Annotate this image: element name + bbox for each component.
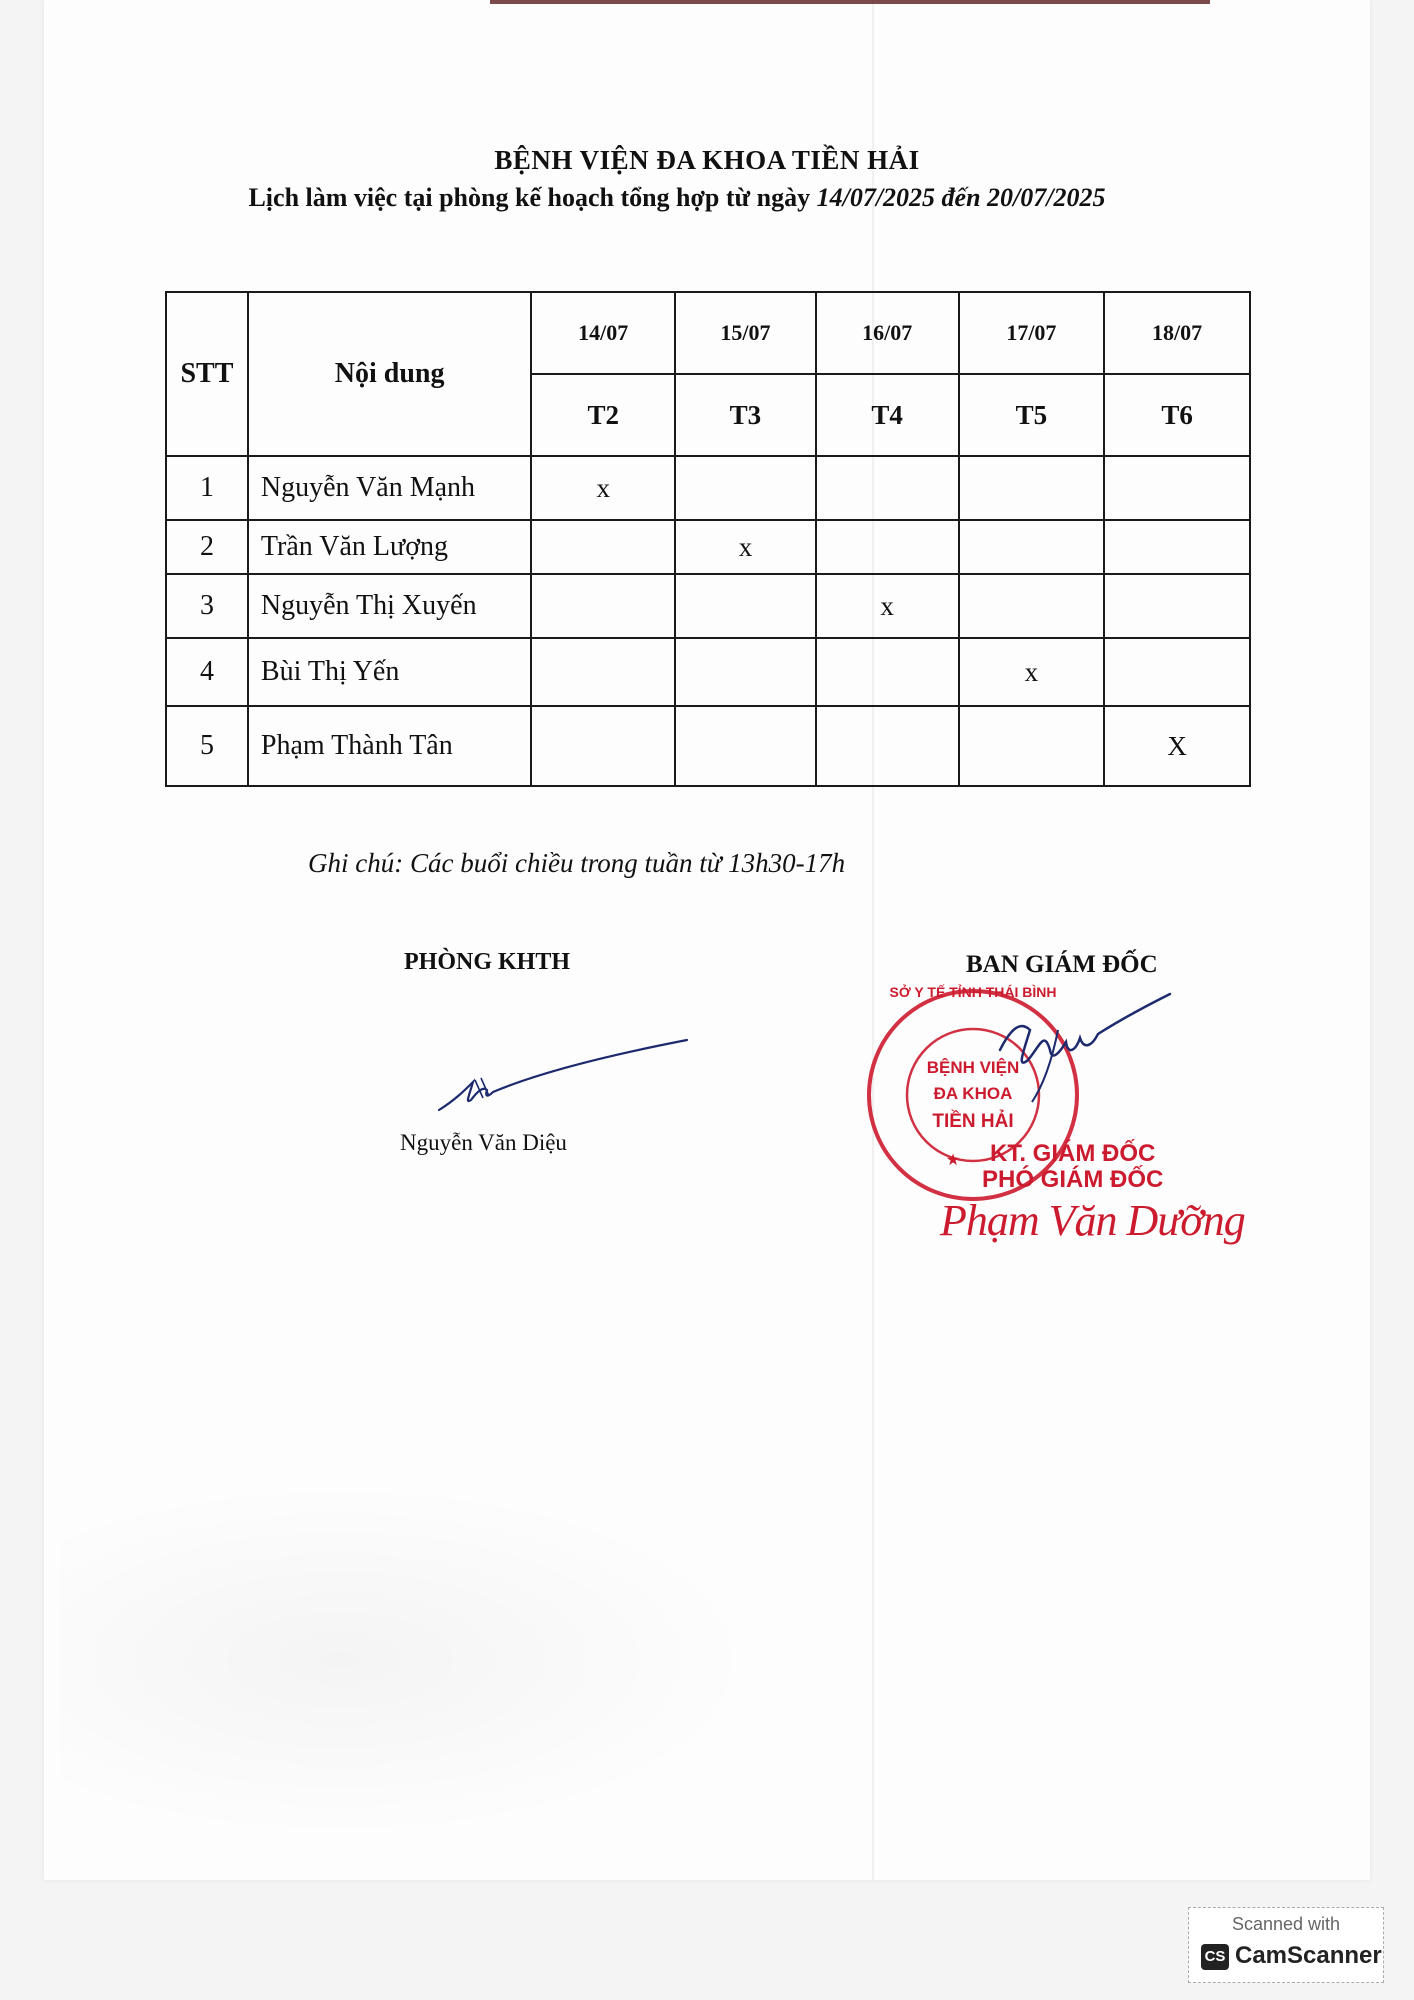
day-header: T2 [531,374,675,456]
row-name: Trần Văn Lượng [248,520,531,574]
day-header: T4 [816,374,959,456]
date-header: 16/07 [816,292,959,374]
row-mark [816,638,959,706]
date-header: 14/07 [531,292,675,374]
stt-header: STT [166,292,248,456]
row-stt: 3 [166,574,248,638]
row-mark [531,706,675,786]
stamp-ring-text: SỞ Y TẾ TỈNH THÁI BÌNH [889,984,1057,1000]
row-mark [531,520,675,574]
row-mark: x [531,456,675,520]
left-signer-name: Nguyễn Văn Diệu [400,1130,567,1155]
scan-shadow [60,1480,760,1840]
right-signer-title: BAN GIÁM ĐỐC [966,951,1158,978]
schedule-note: Ghi chú: Các buổi chiều trong tuần từ 13h30-17h [308,848,846,878]
table-row [166,456,1250,520]
table-row [166,706,1250,786]
schedule-title [0,183,1384,213]
stamp-line: TIỀN HẢI [932,1111,1014,1132]
row-mark [816,456,959,520]
row-mark [959,574,1105,638]
row-mark [675,574,816,638]
day-header: T3 [675,374,816,456]
row-mark [1104,520,1250,574]
date-header: 17/07 [959,292,1105,374]
scan-edge [490,0,1210,4]
svg-text:★: ★ [945,1152,961,1169]
row-mark [1104,638,1250,706]
table-row [166,638,1250,706]
row-mark [1104,456,1250,520]
camscanner-watermark [1188,1907,1384,1983]
row-mark [675,638,816,706]
schedule-title-text: Lịch làm việc tại phòng kế hoạch tổng hợp từ ngày [248,183,811,212]
table-row [166,574,1250,638]
row-name: Phạm Thành Tân [248,706,531,786]
camscanner-logo-icon: CS [1201,1944,1229,1970]
left-signer-title: PHÒNG KHTH [404,949,571,975]
date-header: 15/07 [675,292,816,374]
row-stt: 1 [166,456,248,520]
row-mark: x [816,574,959,638]
stamp-line: ĐA KHOA [933,1084,1013,1103]
date-header: 18/07 [1104,292,1250,374]
row-mark [531,638,675,706]
row-mark: X [1104,706,1250,786]
day-header: T5 [959,374,1105,456]
row-mark [816,706,959,786]
stamp-line: BỆNH VIỆN [926,1058,1020,1077]
right-signer-name: Phạm Văn Dưỡng [940,1196,1245,1245]
day-header: T6 [1104,374,1250,456]
watermark-caption: Scanned with [1231,1914,1341,1934]
row-stt: 5 [166,706,248,786]
content-header: Nội dung [248,292,531,456]
right-signer-role: KT. GIÁM ĐỐC [990,1140,1156,1167]
page-fold [872,0,874,1880]
right-signature-icon [980,990,1180,1110]
row-stt: 4 [166,638,248,706]
hospital-name: BỆNH VIỆN ĐA KHOA TIỀN HẢI [494,145,920,175]
row-stt: 2 [166,520,248,574]
row-mark [959,456,1105,520]
row-name: Nguyễn Văn Mạnh [248,456,531,520]
row-mark [531,574,675,638]
row-mark [959,706,1105,786]
watermark-brand: CamScanner [1235,1942,1382,1969]
schedule-date-range: 14/07/2025 đến 20/07/2025 [816,183,1106,212]
row-name: Bùi Thị Yến [248,638,531,706]
row-mark [675,706,816,786]
right-signer-position: PHÓ GIÁM ĐỐC [982,1166,1164,1193]
row-mark [675,456,816,520]
row-mark [816,520,959,574]
row-name: Nguyễn Thị Xuyến [248,574,531,638]
row-mark [1104,574,1250,638]
row-mark [959,520,1105,574]
left-signature-icon [425,1030,695,1120]
row-mark: x [675,520,816,574]
table-row [166,520,1250,574]
schedule-table [165,291,1251,787]
row-mark: x [959,638,1105,706]
